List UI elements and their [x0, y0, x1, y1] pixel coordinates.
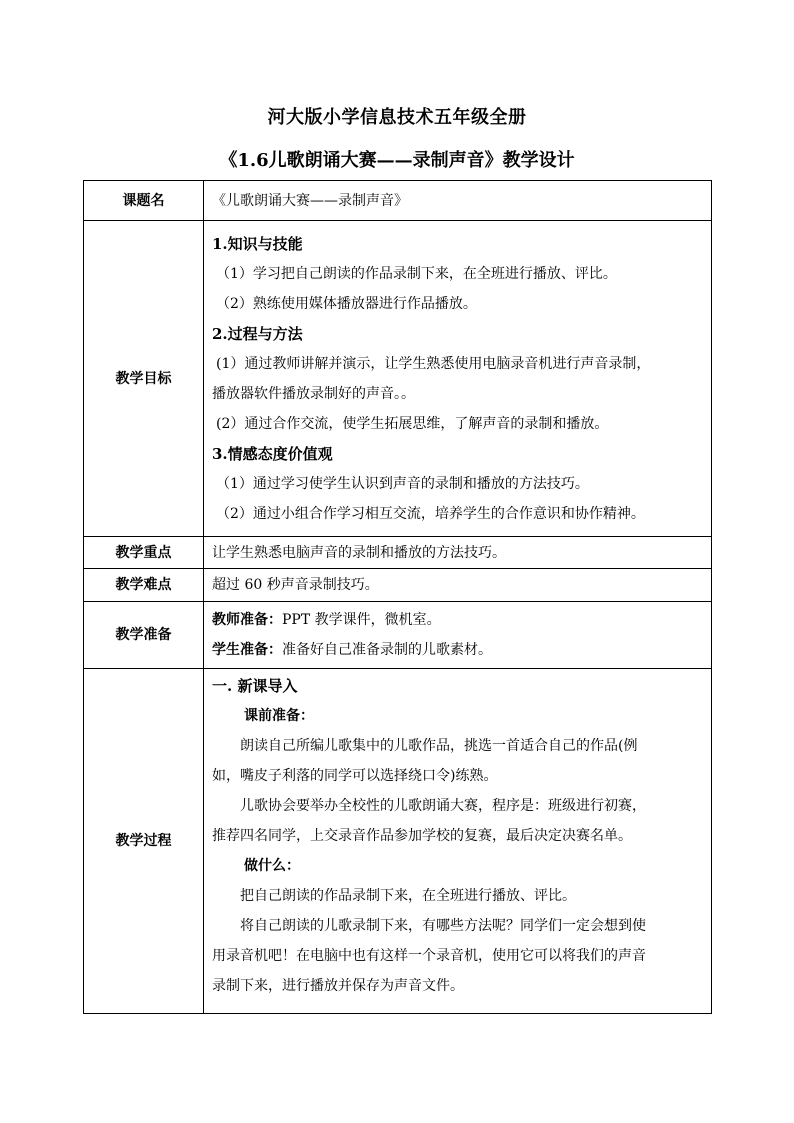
objectives-sec1-heading: 1.知识与技能: [212, 234, 303, 253]
objectives-sec3-heading: 3.情感态度价值观: [212, 444, 333, 463]
process-how-text: 将自己朗读的儿歌录制下来，有哪些方法呢？同学们一定会想到使: [240, 918, 646, 934]
objectives-sec2-item2: (2）通过合作交流，使学生拓展思维，了解声音的录制和播放。: [216, 415, 609, 432]
process-do-text: 把自己朗读的作品录制下来，在全班进行播放、评比。: [240, 888, 576, 904]
objectives-sec1-item: （2）熟练使用媒体播放器进行作品播放。: [216, 295, 477, 312]
process-prep-text: 朗读自己所编儿歌集中的儿歌作品，挑选一首适合自己的作品(例: [240, 738, 638, 754]
row-topic: [84, 181, 712, 221]
process-content: [204, 669, 712, 1014]
process-prep-title: 课前准备：: [244, 708, 314, 724]
process-assoc-text: 推荐四名同学，上交录音作品参加学校的复赛，最后决定决赛名单。: [212, 828, 632, 844]
document-subtitle: 《1.6儿歌朗诵大赛——录制声音》教学设计: [219, 150, 575, 171]
preparation-label: 教学准备: [84, 602, 204, 669]
process-section-heading: 一. 新课导入: [212, 677, 298, 695]
student-preparation-label: 学生准备：: [212, 642, 282, 658]
process-assoc-text: 儿歌协会要举办全校性的儿歌朗诵大赛，程序是：班级进行初赛，: [240, 798, 646, 814]
preparation-content: [204, 602, 712, 669]
row-difficulty: [84, 569, 712, 602]
lesson-plan-table: [83, 180, 712, 1014]
objectives-sec2-heading: 2.过程与方法: [212, 324, 303, 343]
teacher-preparation-value: PPT 教学课件，微机室。: [282, 612, 441, 628]
process-do-title: 做什么：: [244, 858, 300, 874]
student-preparation: [212, 635, 703, 665]
objectives-sec2-item1-line1: (1）通过教师讲解并演示，让学生熟悉使用电脑录音机进行声音录制，: [216, 355, 651, 372]
process-how-text: 用录音机吧！在电脑中也有这样一个录音机，使用它可以将我们的声音: [212, 948, 646, 964]
topic-label: 课题名: [84, 181, 204, 221]
row-preparation: [84, 602, 712, 669]
process-prep-text: 如，嘴皮子利落的同学可以选择绕口令)练熟。: [212, 768, 498, 784]
topic-value: 《儿歌朗诵大赛——录制声音》: [204, 181, 712, 221]
objectives-sec3-item: （2）通过小组合作学习相互交流，培养学生的合作意识和协作精神。: [216, 505, 645, 522]
key-point-value: 让学生熟悉电脑声音的录制和播放的方法技巧。: [204, 537, 712, 569]
process-how-text: 录制下来，进行播放并保存为声音文件。: [212, 978, 464, 994]
row-key-point: [84, 537, 712, 569]
key-point-label: 教学重点: [84, 537, 204, 569]
objectives-sec1-item: （1）学习把自己朗读的作品录制下来，在全班进行播放、评比。: [216, 265, 617, 282]
teacher-preparation: [212, 605, 703, 635]
difficulty-label: 教学难点: [84, 569, 204, 602]
objectives-label: 教学目标: [84, 221, 204, 537]
row-objectives: [84, 221, 712, 537]
objectives-content: [204, 221, 712, 537]
objectives-sec2-item1-line2: 播放器软件播放录制好的声音。。: [212, 385, 415, 402]
difficulty-value: 超过 60 秒声音录制技巧。: [204, 569, 712, 602]
process-label: 教学过程: [84, 669, 204, 1014]
teacher-preparation-label: 教师准备：: [212, 612, 282, 628]
student-preparation-value: 准备好自己准备录制的儿歌素材。: [282, 642, 492, 658]
row-process: [84, 669, 712, 1014]
document-title: 河大版小学信息技术五年级全册: [267, 107, 527, 128]
objectives-sec3-item: （1）通过学习使学生认识到声音的录制和播放的方法技巧。: [216, 475, 589, 492]
